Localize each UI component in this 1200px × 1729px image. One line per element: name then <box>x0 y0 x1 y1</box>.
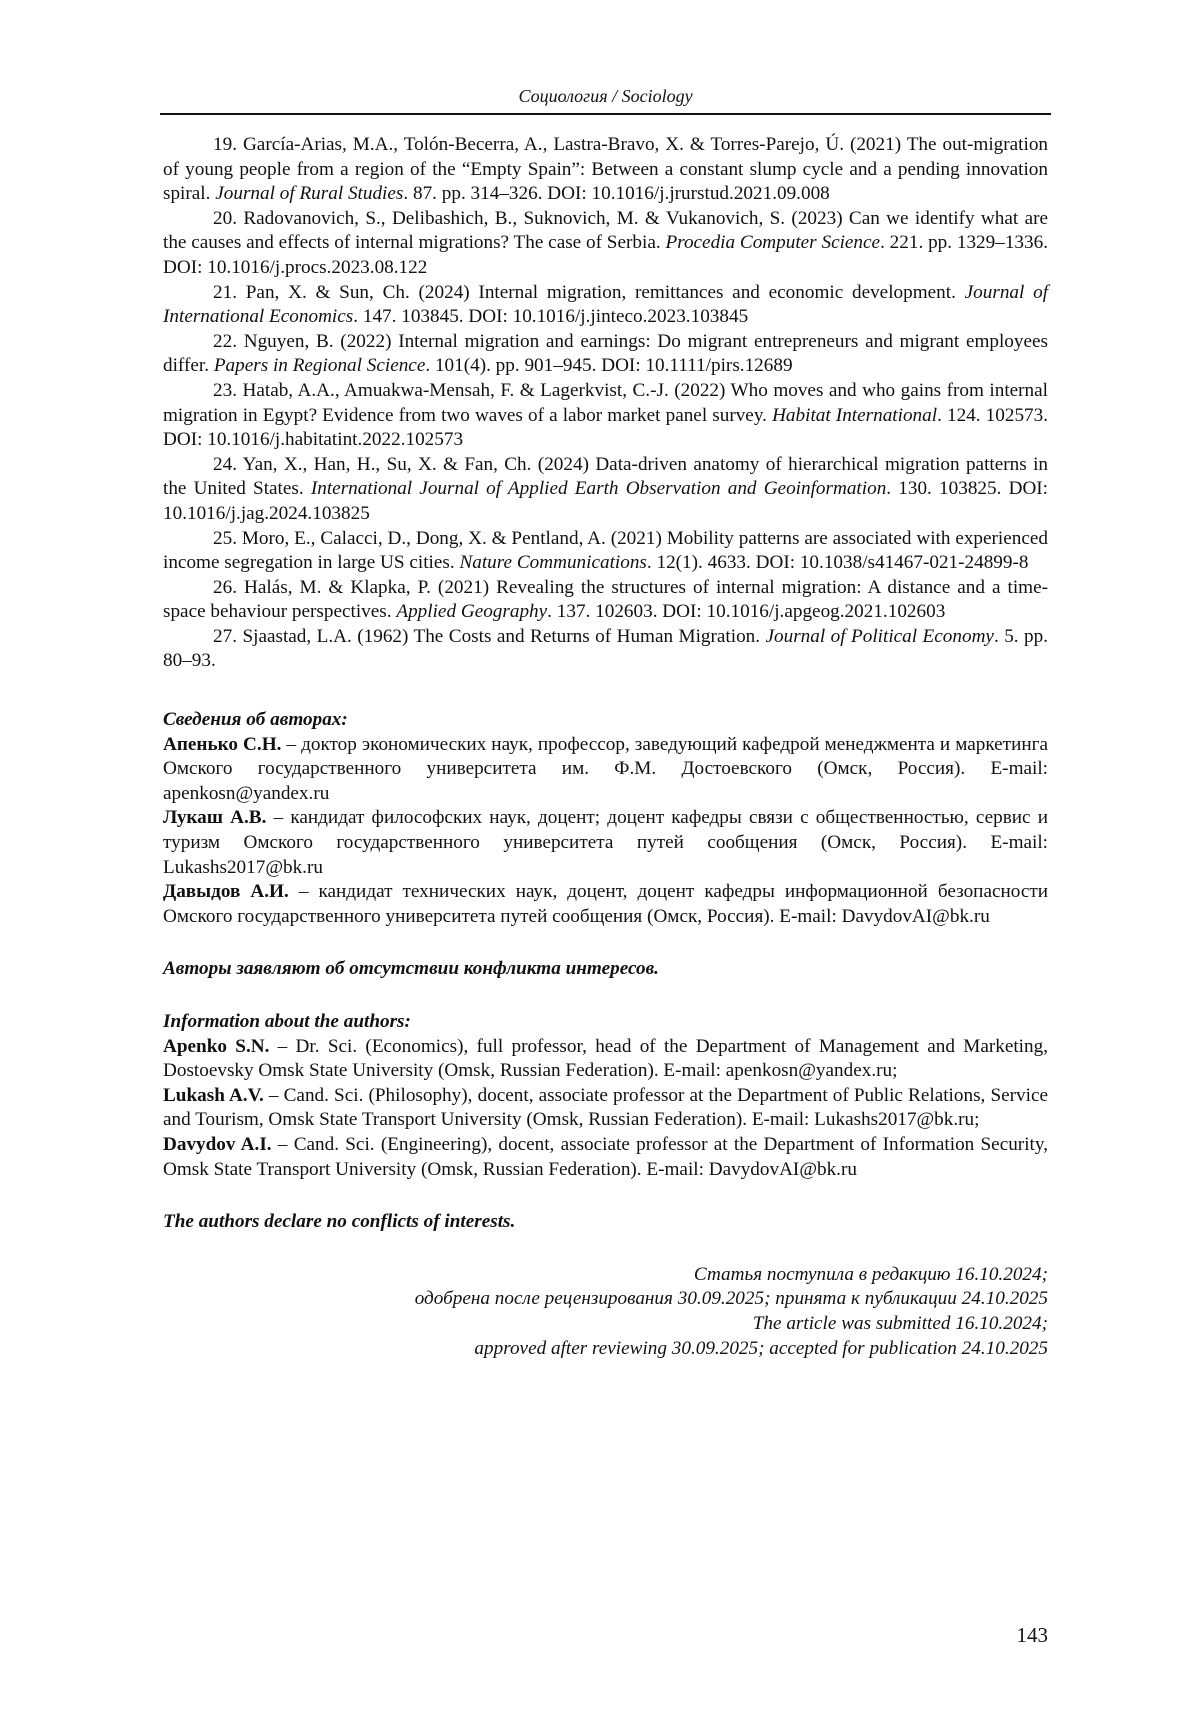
author-entry: Лукаш А.В. – кандидат философских наук, доцент; доцент кафедры связи с общественностью, сервис и туризм Омского государственного университета путей сообщения (Омск, Россия). E-mail: Lukashs2017@bk.ru <box>163 807 1049 878</box>
reference-list <box>163 133 1048 674</box>
reference-item: 27. Sjaastad, L.A. (1962) The Costs and Returns of Human Migration. Journal of Political Economy. 5. pp. 80–93. <box>163 625 1049 672</box>
reference-item: 22. Nguyen, B. (2022) Internal migration and earnings: Do migrant entrepreneurs and migrant employees differ. Papers in Regional Science. 101(4). pp. 901–945. DOI: 10.1111/pirs.12689 <box>163 330 1048 377</box>
page-number: 143 <box>1016 1623 1048 1647</box>
conflict-statement-en: The authors declare no conflicts of interests. <box>163 1211 516 1233</box>
authors-en-section <box>163 1010 1048 1182</box>
publication-dates <box>163 1263 1048 1361</box>
reference-item: 23. Hatab, A.A., Amuakwa-Mensah, F. & Lagerkvist, C.-J. (2022) Who moves and who gains from internal migration in Egypt? Evidence from two waves of a labor market panel survey. Habitat International. 124. 102573. DOI: 10.1016/j.habitatint.2022.102573 <box>163 379 1049 451</box>
author-entry: Davydov A.I. – Cand. Sci. (Engineering), docent, associate professor at the Department of Information Security, Omsk State Transport University (Omsk, Russian Federation). E-mail: DavydovAI@bk.ru <box>163 1133 1048 1180</box>
authors-ru-section <box>163 708 1048 929</box>
authors-ru-heading: Сведения об авторах: <box>163 709 348 731</box>
author-entry: Lukash A.V. – Cand. Sci. (Philosophy), docent, associate professor at the Department of Public Relations, Service and Tourism, Omsk State Transport University (Omsk, Russian Federation). E-mail: Lukashs2017@bk.ru; <box>163 1084 1048 1131</box>
date-line: The article was submitted 16.10.2024; <box>752 1312 1048 1334</box>
reference-item: 24. Yan, X., Han, H., Su, X. & Fan, Ch. (2024) Data-driven anatomy of hierarchical migration patterns in the United States. International Journal of Applied Earth Observation and Geoinformation. 130. 103825. DOI: 10.1016/j.jag.2024.103825 <box>163 453 1049 524</box>
reference-item: 25. Moro, E., Calacci, D., Dong, X. & Pentland, A. (2021) Mobility patterns are associated with experienced income segregation in large US cities. Nature Communications. 12(1). 4633. DOI: 10.1038/s41467-021-24899-8 <box>163 527 1048 574</box>
author-entry: Давыдов А.И. – кандидат технических наук, доцент, доцент кафедры информационной безопасности Омского государственного университета путей сообщения (Омск, Россия). E-mail: DavydovAI@bk.ru <box>163 881 1048 927</box>
page-content <box>163 133 1048 1361</box>
conflict-statement-ru: Авторы заявляют об отсутствии конфликта интересов. <box>163 958 659 980</box>
date-line: approved after reviewing 30.09.2025; accepted for publication 24.10.2025 <box>474 1337 1048 1359</box>
date-line: одобрена после рецензирования 30.09.2025; принята к публикации 24.10.2025 <box>414 1288 1048 1310</box>
reference-item: 26. Halás, M. & Klapka, P. (2021) Revealing the structures of internal migration: A distance and a time-space behaviour perspectives. Applied Geography. 137. 102603. DOI: 10.1016/j.apgeog.2021.102603 <box>163 576 1048 623</box>
header-rule <box>160 113 1051 115</box>
date-line: Статья поступила в редакцию 16.10.2024; <box>693 1263 1048 1285</box>
author-entry: Apenko S.N. – Dr. Sci. (Economics), full professor, head of the Department of Management and Marketing, Dostoevsky Omsk State University (Omsk, Russian Federation). E-mail: apenkosn@yandex.ru; <box>163 1035 1048 1082</box>
author-entry: Апенько С.Н. – доктор экономических наук, профессор, заведующий кафедрой менеджмента и маркетинга Омского государственного университета им. Ф.М. Достоевского (Омск, Россия). E-mail: apenkosn@yandex.ru <box>163 733 1048 804</box>
authors-en-heading: Information about the authors: <box>163 1011 411 1032</box>
reference-item: 21. Pan, X. & Sun, Ch. (2024) Internal migration, remittances and economic development. Journal of International Economics. 147. 103845. DOI: 10.1016/j.jinteco.2023.103845 <box>163 281 1049 328</box>
reference-item: 19. García-Arias, M.A., Tolón-Becerra, A., Lastra-Bravo, X. & Torres-Parejo, Ú. (2021) The out-migration of young people from a region of the “Empty Spain”: Between a constant slump cycle and a pending innovation spiral. Journal of Rural Studies. 87. pp. 314–326. DOI: 10.1016/j.jrurstud.2021.09.008 <box>163 134 1049 205</box>
running-header: Социология / Sociology <box>518 86 693 106</box>
reference-item: 20. Radovanovich, S., Delibashich, B., Suknovich, M. & Vukanovich, S. (2023) Can we identify what are the causes and effects of internal migrations? The case of Serbia. Procedia Computer Science. 221. pp. 1329–1336. DOI: 10.1016/j.procs.2023.08.122 <box>163 207 1049 278</box>
